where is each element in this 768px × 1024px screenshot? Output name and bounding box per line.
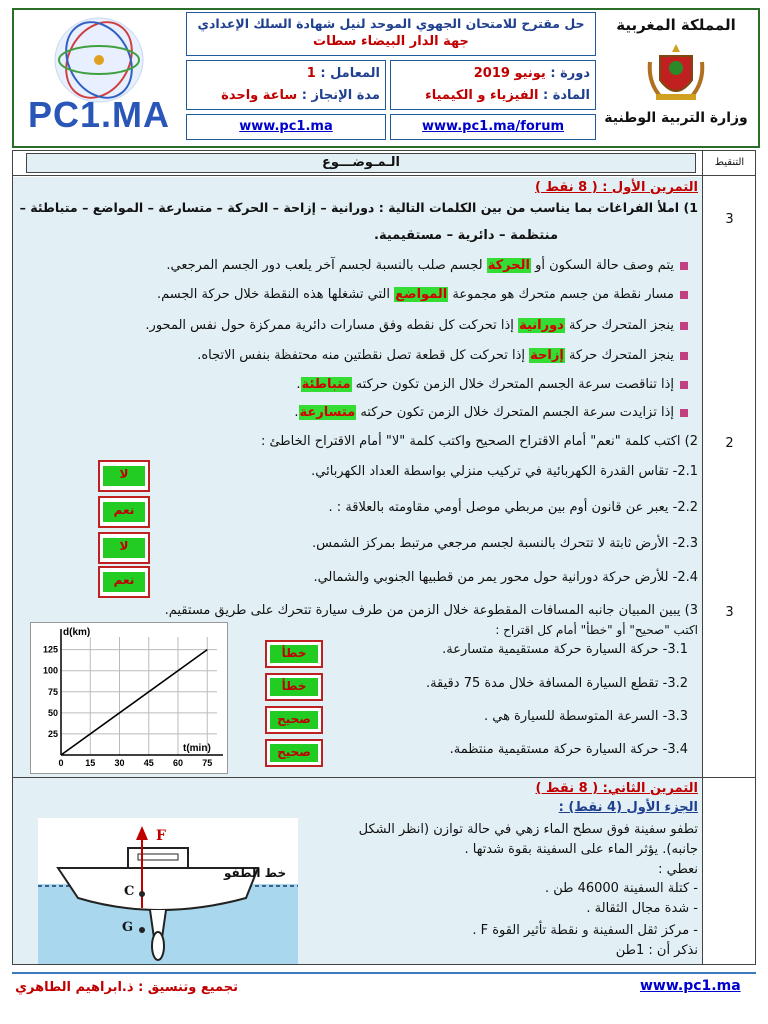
answer-box bbox=[98, 532, 150, 564]
answer-box bbox=[98, 566, 150, 598]
ex2-para1: تطفو سفينة فوق سطح الماء زهي في حالة توازن (انظر الشكل bbox=[358, 822, 698, 837]
x-tick-label: 45 bbox=[143, 758, 154, 768]
ex2-given3: - مركز ثقل السفينة و نقطة تأثير القوة F . bbox=[472, 923, 698, 938]
answer-text: لا bbox=[103, 538, 145, 558]
q1-item: إذا تناقصت سرعة الجسم المتحرك خلال الزمن تكون حركته متباطئة. bbox=[296, 377, 688, 392]
answer-text: لا bbox=[103, 466, 145, 486]
kingdom-name: المملكة المغربية bbox=[616, 16, 736, 34]
answer-highlight: متسارعة bbox=[299, 405, 356, 420]
q3-item: 3.1- حركة السيارة حركة مستقيمية متسارعة. bbox=[442, 642, 688, 657]
y-tick-label: 50 bbox=[47, 707, 58, 718]
site-link[interactable]: www.pc1.ma bbox=[239, 119, 333, 134]
q1-item: إذا تزايدت سرعة الجسم المتحرك خلال الزمن تكون حركته متسارعة. bbox=[294, 405, 688, 420]
exam-title: حل مقترح للامتحان الجهوي الموحد لنيل شهادة السلك الإعدادي bbox=[197, 16, 585, 31]
q1-items bbox=[68, 256, 688, 426]
ship-figure bbox=[38, 818, 298, 964]
q1-instruction-line2: منتظمة – دائرية – مستقيمية. bbox=[374, 228, 558, 243]
grade-q1: 3 bbox=[725, 212, 734, 227]
answer-highlight: دورانية bbox=[519, 318, 564, 333]
chart-svg bbox=[31, 623, 227, 773]
q2-item: 2.2- يعبر عن قانون أوم بين مربطي موصل أومي مقاومته بالعلاقة : . bbox=[328, 500, 698, 515]
footer-line bbox=[12, 972, 756, 974]
ex2-para2: جانبه). يؤثر الماء على السفينة بقوة شدتها . bbox=[464, 842, 698, 857]
series-line bbox=[61, 650, 207, 755]
answer-text: صحيح bbox=[270, 711, 318, 729]
force-label-F: F bbox=[156, 828, 166, 844]
waterline-label: خط الطفو bbox=[224, 866, 287, 880]
bullet-icon bbox=[680, 262, 688, 270]
footer-author: تجميع وتنسيق : ذ.ابراهيم الطاهري bbox=[15, 980, 238, 995]
session-row bbox=[396, 66, 590, 81]
point-label-C: C bbox=[124, 884, 135, 899]
answer-highlight: المواضع bbox=[395, 287, 448, 302]
duration-value: ساعة واحدة bbox=[221, 88, 298, 103]
q1-item: يتم وصف حالة السكون أو الحركة لجسم صلب بالنسبة لجسم آخر يلعب دور الجسم المرجعي. bbox=[166, 258, 688, 273]
coef-value: 1 bbox=[306, 66, 316, 81]
moroccan-emblem-icon bbox=[646, 40, 706, 104]
forum-link[interactable]: www.pc1.ma/forum bbox=[422, 119, 564, 134]
bullet-icon bbox=[680, 381, 688, 389]
ship-drawing bbox=[38, 818, 298, 964]
x-tick-label: 15 bbox=[85, 758, 96, 768]
part1-title: الجزء الأول (4 نقط) : bbox=[558, 800, 698, 815]
y-tick-label: 25 bbox=[47, 728, 58, 739]
ex2-given1: - كتلة السفينة 46000 طن . bbox=[544, 881, 698, 896]
footer-site-link[interactable]: www.pc1.ma bbox=[640, 978, 741, 994]
q1-instruction-line1: 1) املأ الفراغات بما يناسب من بين الكلمات التالية : دورانية – إزاحة – الحركة – متسارعة – المواضع – متباطئة – bbox=[19, 200, 698, 215]
q1-item: ينجز المتحرك حركة دورانية إذا تحركت كل نقطه وفق مسارات دائرية ممركزة حول نفس المحور. bbox=[145, 318, 688, 333]
q3-item: 3.4- حركة السيارة حركة مستقيمية منتظمة. bbox=[449, 742, 688, 757]
bullet-icon bbox=[680, 409, 688, 417]
answer-highlight: متباطئة bbox=[301, 377, 351, 392]
q2-instruction: 2) اكتب كلمة "نعم" أمام الاقتراح الصحيح واكتب كلمة "لا" أمام الاقتراح الخاطئ : bbox=[260, 434, 698, 449]
bullet-icon bbox=[680, 291, 688, 299]
distance-time-chart bbox=[30, 622, 228, 774]
y-tick-label: 100 bbox=[42, 665, 58, 676]
q2-item: 2.1- تقاس القدرة الكهربائية في تركيب منزلي بواسطة العداد الكهربائي. bbox=[311, 464, 698, 479]
y-axis-label: d(km) bbox=[63, 627, 91, 638]
point-label-G: G bbox=[122, 920, 134, 935]
answer-text: نعم bbox=[103, 572, 145, 592]
answer-box bbox=[265, 673, 323, 701]
x-tick-label: 30 bbox=[114, 758, 125, 768]
answer-text: صحيح bbox=[270, 744, 318, 762]
grade-q2: 2 bbox=[725, 436, 734, 451]
answer-box bbox=[265, 640, 323, 668]
region-title: جهة الدار البيضاء سطات bbox=[313, 34, 469, 49]
kingdom-block bbox=[600, 12, 752, 140]
grade-column-divider bbox=[702, 150, 703, 965]
logo-text: PC1.MA bbox=[27, 94, 171, 135]
answer-box bbox=[265, 739, 323, 767]
subject-value: الفيزياء و الكيمياء bbox=[425, 88, 539, 103]
answer-box bbox=[98, 460, 150, 492]
q1-item: ينجز المتحرك حركة إزاحة إذا تحركت كل قطعة تصل نقطتين منه محتفظة بنفس الاتجاه. bbox=[197, 348, 688, 363]
ex2-reminder: نذكر أن : 1طن bbox=[615, 943, 698, 958]
y-tick-label: 125 bbox=[42, 644, 58, 655]
q3-instruction-line1: 3) يبين المبيان جانبه المسافات المقطوعة خلال الزمن من طرف سيارة تتحرك على طريق مستقيم. bbox=[164, 603, 698, 618]
subject-row bbox=[396, 88, 590, 103]
exercise1-title: التمرين الأول : ( 8 نقط ) bbox=[535, 180, 698, 195]
session-label: دورة : bbox=[550, 66, 590, 81]
q2-item: 2.3- الأرض ثابتة لا تتحرك بالنسبة لجسم مرجعي مرتبط بمركز الشمس. bbox=[312, 536, 698, 551]
session-value: يونيو 2019 bbox=[473, 66, 546, 81]
ministry-name: وزارة التربية الوطنية bbox=[604, 110, 748, 126]
answer-box bbox=[265, 706, 323, 734]
x-tick-label: 60 bbox=[172, 758, 184, 768]
coef-label: المعامل : bbox=[320, 66, 380, 81]
bullet-icon bbox=[680, 322, 688, 330]
x-axis-label: t(min) bbox=[183, 743, 211, 754]
q3-instruction-line2: اكتب "صحيح" أو "خطأ" أمام كل اقتراح : bbox=[495, 623, 698, 637]
q3-item: 3.3- السرعة المتوسطة للسيارة هي . bbox=[483, 709, 688, 724]
coef-row bbox=[192, 66, 380, 81]
q3-item: 3.2- تقطع السيارة المسافة خلال مدة 75 دقيقة. bbox=[425, 676, 688, 691]
answer-text: خطأ bbox=[270, 645, 318, 663]
ex2-given2: - شدة مجال الثقالة . bbox=[586, 901, 698, 916]
subject-header: الـمـوضـــوع bbox=[321, 155, 400, 170]
grade-column-header: التنقيط bbox=[714, 157, 745, 168]
q1-item: مسار نقطة من جسم متحرك هو مجموعة المواضع التي تشغلها هذه النقطة خلال حركة الجسم. bbox=[157, 287, 688, 302]
y-tick-label: 75 bbox=[47, 686, 58, 697]
logo bbox=[18, 12, 180, 138]
x-tick-label: 0 bbox=[58, 758, 64, 768]
answer-highlight: الحركة bbox=[487, 258, 530, 273]
answer-box bbox=[98, 496, 150, 528]
duration-row bbox=[192, 88, 380, 103]
duration-label: مدة الإنجاز : bbox=[301, 88, 380, 103]
grade-q3: 3 bbox=[725, 605, 734, 620]
bullet-icon bbox=[680, 352, 688, 360]
exercise2-title: التمرين الثاني: ( 8 نقط ) bbox=[535, 781, 698, 796]
answer-text: نعم bbox=[103, 502, 145, 522]
subject-label: المادة : bbox=[542, 88, 590, 103]
x-tick-label: 75 bbox=[202, 758, 213, 768]
q2-item: 2.4- للأرض حركة دورانية حول محور يمر من قطبيها الجنوبي والشمالي. bbox=[313, 570, 698, 585]
ex2-given: نعطي : bbox=[658, 862, 698, 877]
answer-text: خطأ bbox=[270, 678, 318, 696]
answer-highlight: إزاحة bbox=[530, 348, 564, 363]
